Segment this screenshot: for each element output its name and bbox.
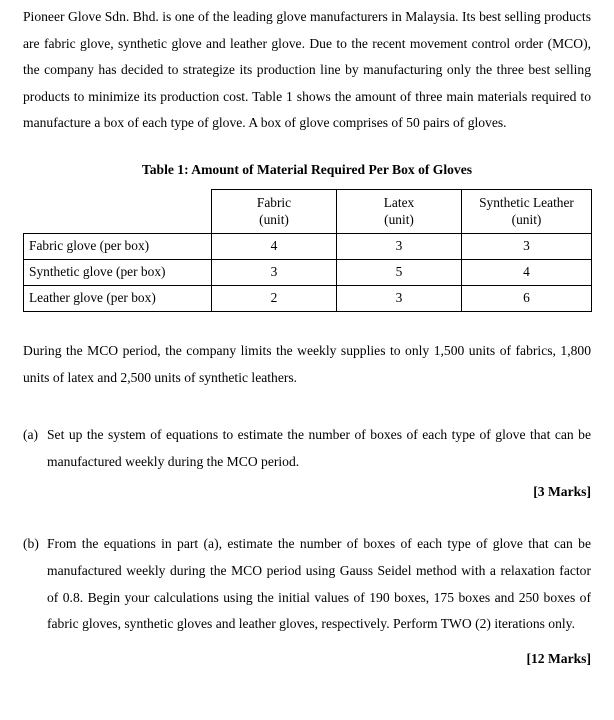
row-label: Synthetic glove (per box) [24,259,212,285]
table-cell: 3 [337,233,462,259]
table-cell: 3 [462,233,592,259]
column-header-unit: (unit) [259,211,289,227]
table-cell: 5 [337,259,462,285]
column-header-fabric [212,189,337,233]
table-cell: 2 [212,285,337,311]
question-b [23,531,591,637]
table-row [24,285,592,311]
question-text: Set up the system of equations to estimate the number of boxes of each type of glove that can be manufactured weekly during the MCO period. [47,427,591,469]
table-row [24,233,592,259]
row-label: Fabric glove (per box) [24,233,212,259]
row-label: Leather glove (per box) [24,285,212,311]
materials-table [23,189,592,312]
table-cell: 4 [462,259,592,285]
column-header-name: Latex [383,194,415,210]
question-a [23,422,591,475]
table-corner-cell [24,189,212,233]
column-header-latex [337,189,462,233]
question-text: From the equations in part (a), estimate the number of boxes of each type of glove that can be manufactured weekly during the MCO period using Gauss Seidel method with a relaxation factor of 0.8. Begin your calculations using the initial values of 190 boxes, 175 boxes and 250 boxes of fabric gloves, synthetic gloves and leather gloves, respectively. Perform TWO (2) iterations only. [47,536,591,632]
table-cell: 3 [212,259,337,285]
marks-label: [12 Marks] [526,650,591,666]
table-cell: 4 [212,233,337,259]
table-caption: Table 1: Amount of Material Required Per Box of Gloves [141,161,473,177]
column-header-unit: (unit) [384,211,414,227]
table-cell: 3 [337,285,462,311]
question-label: (a) [23,427,39,443]
column-header-unit: (unit) [511,211,542,227]
column-header-name: Fabric [256,194,292,210]
table-cell: 6 [462,285,592,311]
marks-label: [3 Marks] [533,484,591,500]
column-header-synthetic-leather [462,189,592,233]
intro-paragraph: Pioneer Glove Sdn. Bhd. is one of the leading glove manufacturers in Malaysia. Its best selling products are fabric glove, synthetic glove and leather glove. Due to the recent movement control order (MCO), the company has decided to strategize its production line by manufacturing only the three best selling products to minimize its production cost. Table 1 shows the amount of three main materials required to manufacture a box of each type of glove. A box of glove comprises of 50 pairs of gloves. [23,9,591,131]
table-header-row [24,189,592,233]
table-row [24,259,592,285]
supply-paragraph: During the MCO period, the company limits the weekly supplies to only 1,500 units of fabrics, 1,800 units of latex and 2,500 units of synthetic leathers. [23,342,591,385]
question-label: (b) [23,536,39,552]
column-header-name: Synthetic Leather [479,194,574,210]
document-page [23,4,591,668]
